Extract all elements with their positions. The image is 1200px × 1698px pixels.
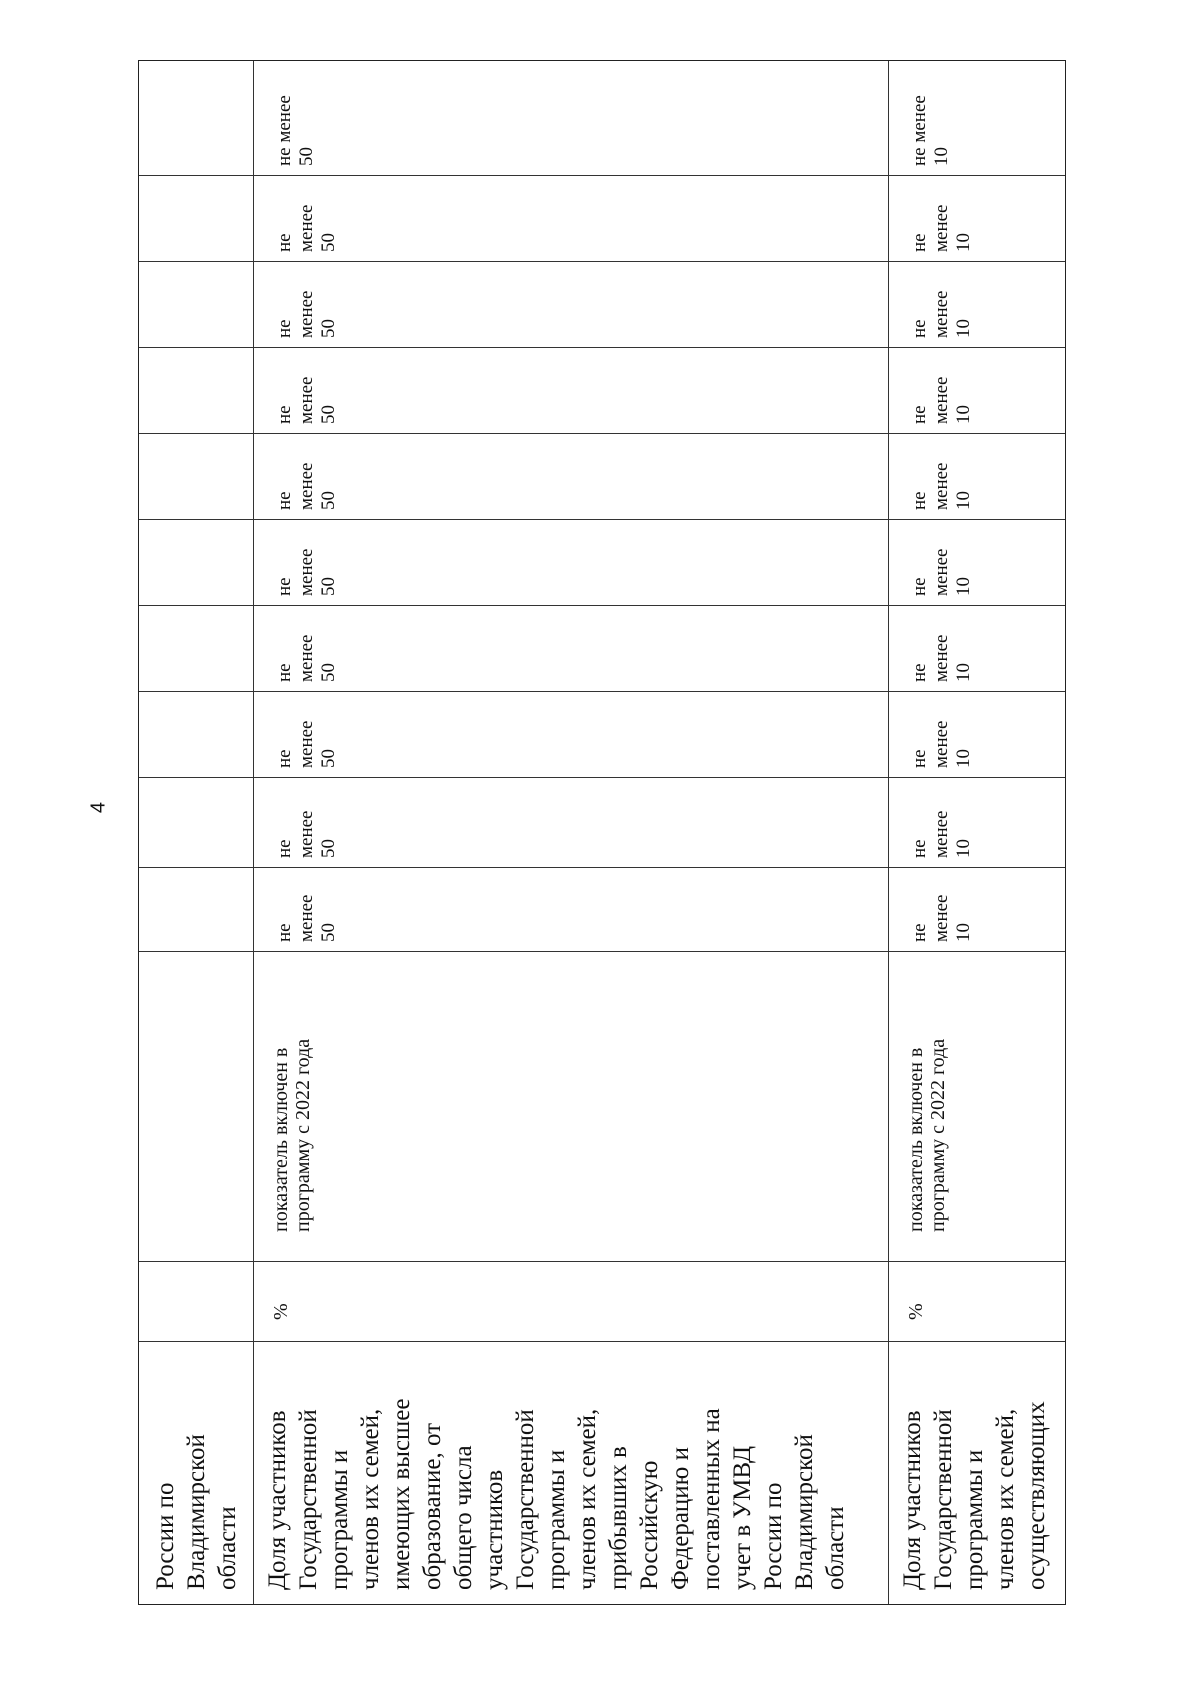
row-note: показатель включен в программу с 2022 года — [270, 1038, 314, 1232]
row-value: не менее 50 — [274, 810, 339, 858]
row-value: не менее 50 — [274, 634, 339, 682]
row-value: не менее 50 — [274, 720, 339, 768]
row-value: не менее 10 — [909, 548, 974, 596]
col-divider — [139, 433, 1065, 434]
row-value: не менее 10 — [909, 204, 974, 252]
row-value: не менее 50 — [274, 204, 339, 252]
col-divider — [139, 605, 1065, 606]
col-divider — [139, 519, 1065, 520]
col-divider — [139, 691, 1065, 692]
row-value: не менее 50 — [274, 376, 339, 424]
col-divider — [139, 951, 1065, 952]
col-divider — [139, 777, 1065, 778]
row-value: не менее 50 — [274, 894, 339, 942]
col-divider — [139, 175, 1065, 176]
row-value: не менее 10 — [909, 720, 974, 768]
continued-indicator-text: России по Владимирской области — [152, 1434, 241, 1590]
row-indicator-text: Доля участников Государственной программы и членов их семей, осуществляющих — [899, 1401, 1050, 1590]
col-divider — [139, 261, 1065, 262]
row-indicator-text: Доля участников Государственной программы и членов их семей, имеющих высшее образование, от общего числа участников Государственной программы и членов их семей, прибывших в Российскую Федерацию и поставленных на учет в УМВД России по Владимирской области — [264, 1398, 849, 1590]
row-value: не менее 50 — [274, 462, 339, 510]
row-value: не менее 10 — [909, 462, 974, 510]
col-divider — [139, 347, 1065, 348]
row-value: не менее 10 — [909, 894, 974, 942]
page-number: 4 — [87, 801, 110, 814]
row-value: не менее 10 — [909, 810, 974, 858]
row-unit: % — [270, 1303, 292, 1320]
row-value: не менее 10 — [909, 95, 952, 166]
col-divider — [139, 867, 1065, 868]
row-unit: % — [905, 1303, 927, 1320]
col-divider — [139, 1341, 1065, 1342]
row-value: не менее 10 — [909, 376, 974, 424]
row-value: не менее 10 — [909, 290, 974, 338]
row-value: не менее 50 — [274, 95, 317, 166]
col-divider — [139, 1261, 1065, 1262]
row-divider — [888, 61, 889, 1604]
row-value: не менее 50 — [274, 548, 339, 596]
row-value: не менее 10 — [909, 634, 974, 682]
row-value: не менее 50 — [274, 290, 339, 338]
row-divider — [253, 61, 254, 1604]
row-note: показатель включен в программу с 2022 года — [905, 1038, 949, 1232]
